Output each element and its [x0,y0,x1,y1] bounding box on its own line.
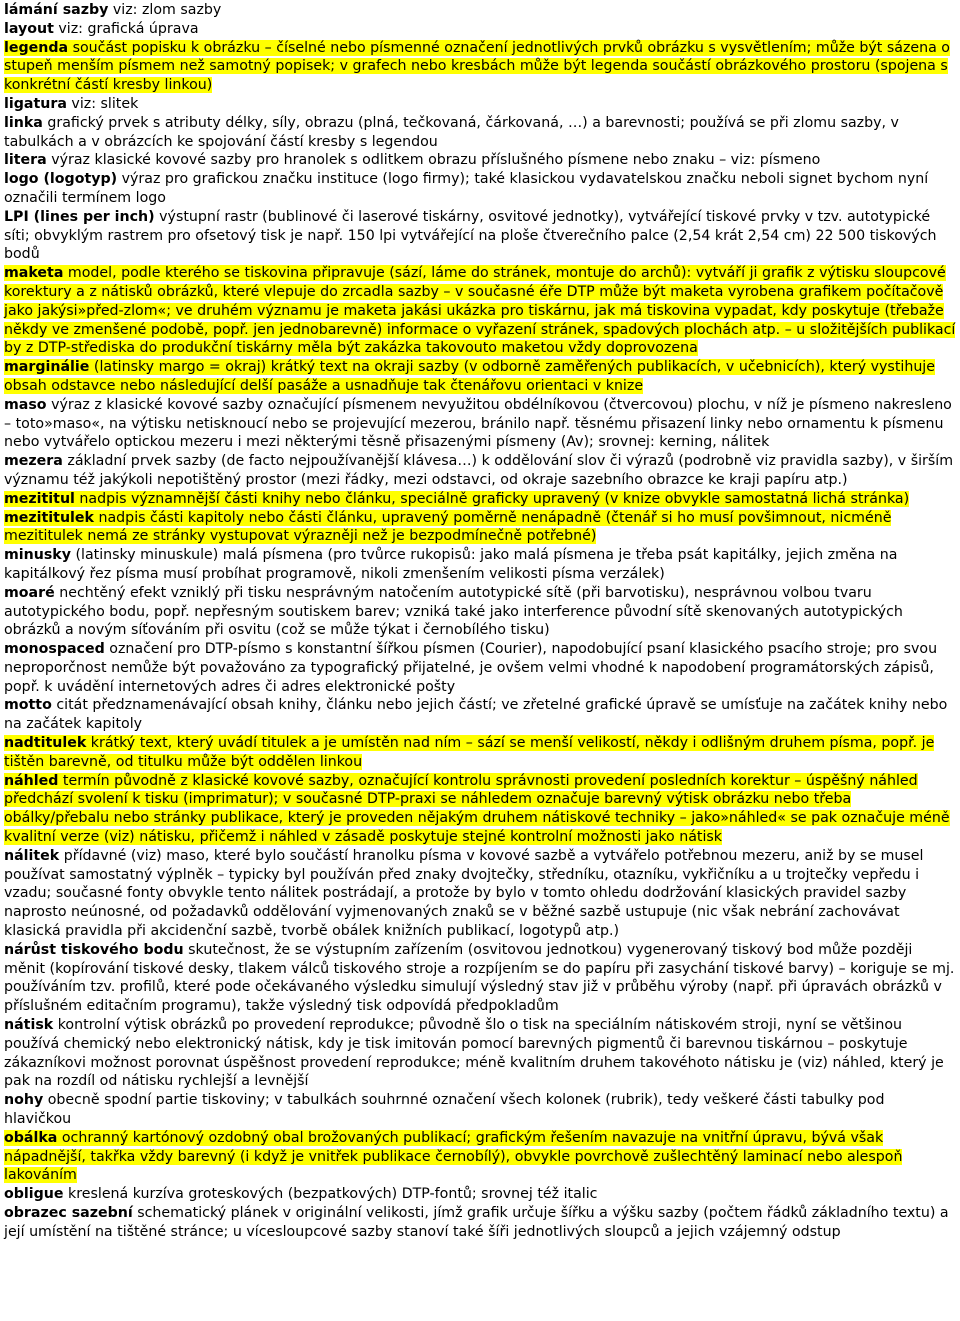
entry-text [4,1092,884,1127]
entry-definition: nechtěný efekt vzniklý při tisku nesprávným natočením autotypické sítě (při barvotisku), nesprávnou volbou tvaru autotypického bodu, popř. nepřesným soutiskem barev; vzniká také jako interference původní sítě skenovaných autotypických obrázků a novým síťováním při osvitu (což se může týkat i černobílého tisku) [4,584,903,639]
highlighted-text [4,735,934,770]
entry-definition: nadpis významnější části knihy nebo článku, speciálně graficky upravený (v knize obvykle samostatná lichá stránka) [74,490,910,507]
entry-term: lámání sazby [4,2,109,18]
entry-definition: viz: zlom sazby [108,2,222,18]
entry-text [4,942,954,1014]
entry-term: maso [4,396,47,413]
entry-term: mezera [4,453,63,470]
entry-term: minusky [4,547,71,564]
highlighted-text [4,510,891,545]
entry-term: motto [4,697,52,714]
entry-text [4,848,923,939]
highlighted-text [4,491,909,507]
entry-definition: výstupní rastr (bublinové či laserové tiskárny, osvitové jednotky), vytvářející tiskové prvky v tzv. autotypické síti; obvyklým rastrem pro ofsetový tisk je např. 150 lpi vytvářející na ploše čtverečního palce (2,54 krát 2,54 cm) 22 500 tiskových bodů [4,208,937,263]
entry-term: marginálie [4,359,90,376]
entry-definition: součást popisku k obrázku – číselné nebo písmenné označení jednotlivých prvků obrázku s vysvětlením; může být sázena o stupeň menším písmem než samotný popisek; v grafech nebo kresbách může být legenda součástí obrázkového prostoru (spojena s konkrétní částí kresby linkou) [4,39,950,94]
entry-definition: krátký text, který uvádí titulek a je umístěn nad ním – sází se menší velikostí, někdy i odlišným druhem písma, popř. je tištěn barevně, od titulku může být oddělen linkou [4,735,935,770]
glossary-entry [4,396,956,452]
glossary-entry [4,546,956,584]
glossary-entry [4,941,956,1016]
entry-term: nátisk [4,1017,54,1034]
entry-text [4,641,937,695]
entry-term: ligatura [4,95,67,112]
entry-text [4,547,897,582]
entry-definition: grafický prvek s atributy délky, síly, obrazu (plná, tečkovaná, čárkovaná, …) a barevnosti; používá se při zlomu sazby, v tabulkách a v obrázcích ke spojování částí kresby s legendou [4,114,899,150]
entry-definition: schematický plánek v originální velikosti, jímž grafik určuje šířku a výšku sazby (počtem řádků základního textu) a její umístění na tištěné stránce; u vícesloupcové sazby stanoví také šíři jednotlivých sloupců a jejich vzájemný odstup [4,1205,949,1240]
glossary-entry [4,1204,956,1242]
entry-definition: výraz z klasické kovové sazby označující písmenem nevyužitou obdélníkovou (čtvercovou) plochu, v níž je písmeno nakresleno – toto»maso«, na výtisku netisknoucí nebo se projevující mezerou, bránilo např. těsnému přisazení linky nebo ornamentu k písmenu nebo vytvářelo optickou mezeru i mezi některými těsně přisazenými písmeny (Av); srovnej: kerning, nálitek [4,396,952,451]
entry-text [4,1017,944,1089]
entry-term: nohy [4,1092,44,1109]
entry-definition: výraz klasické kovové sazby pro hranolek s odlitkem obrazu příslušného písmene nebo znaku – viz: písmeno [46,152,821,169]
glossary-entry [4,358,956,396]
glossary-entry [4,1,956,20]
glossary-entries [4,1,956,1242]
glossary-entry [4,170,956,208]
glossary-entry [4,509,956,547]
entry-text [4,1205,949,1240]
entry-term: nálitek [4,847,60,864]
entry-definition: model, podle kterého se tiskovina připravuje (sází, láme do stránek, montuje do archů): vytváří ji grafik z výtisku sloupcové korektury a z nátisků obrázků, které vlepuje do zrcadla sazby – v současné éře DTP může být maketa vyrobena grafikem počítačově jako jakýsi»před-zlom«; ve druhém významu je maketa jakási ukázka pro tiskárnu, jak má tiskovina vypadat, kdy poskytuje (třebaže někdy ve zmenšené podobě, popř. jen jednobarevně) informace o vyřazení stránek, spadových plochách atp. – u složitějších publikací by z DTP-střediska do produkční tiskárny měla být zakázka takovouto maketou vždy doprovozena [4,265,956,357]
entry-text [4,585,903,639]
glossary-entry [4,772,956,847]
entry-term: LPI (lines per inch) [4,208,155,225]
entry-definition: výraz pro grafickou značku instituce (logo firmy); také klasickou vydavatelskou značku neboli signet bychom nyní označili termínem logo [4,171,929,206]
entry-term: obligue [4,1186,64,1203]
entry-term: monospaced [4,641,105,658]
entry-definition: kreslená kurzíva groteskových (bezpatkových) DTP-fontů; srovnej též italic [63,1186,598,1203]
entry-term: nárůst tiskového bodu [4,941,184,958]
entry-definition: termín původně z klasické kovové sazby, označující kontrolu správnosti provedení posledních korektur – úspěšný náhled předchází svolení k tisku (imprimatur); v současné DTP-praxi se náhledem označuje barevný výtisk obrázku nebo třeba obálky/přebalu nebo stránky publikace, který je proveden nějakým druhem nátiskové techniky – jako»náhled« se pak označuje méně kvalitní verze (viz) nátisku, přičemž i náhled v zásadě poskytuje stejné kontrolní možnosti jako nátisk [4,772,950,846]
glossary-entry [4,640,956,696]
highlighted-text [4,359,935,394]
entry-definition: nadpis části kapitoly nebo části článku, upravený poměrně nenápadně (čtenář si ho musí povšimnout, nicméně mezititulek nemá ze stránky vystupovat výrazněji než je bezpodmínečně potřebné) [4,509,892,545]
entry-term: mezititulek [4,509,94,526]
entry-definition: skutečnost, že se výstupním zařízením (osvitovou jednotkou) vygenerovaný tiskový bod může později měnit (kopírování tiskové desky, tlakem válců tiskového stroje a rozpíjením se do papíru při zasychání tiskové barvy) – koriguje se mj. používáním tzv. profilů, které pode očekávaného výsledku simulují výsledný stav již v průběhu výroby (např. při úpravách obrázků v příslušném editačním programu), takže výsledný tisk odpovídá předpokladům [4,941,955,1015]
entry-definition: obecně spodní partie tiskoviny; v tabulkách souhrnné označení všech kolonek (rubrik), tedy veškeré části tabulky pod hlavičkou [4,1092,885,1128]
entry-definition: citát předznamenávající obsah knihy, článku nebo jejich částí; ve zřetelné grafické úpravě se umísťuje na začátek knihy nebo na začátek kapitoly [4,697,948,733]
entry-text [4,171,928,206]
entry-term: náhled [4,772,59,789]
entry-term: obrazec sazební [4,1205,133,1221]
glossary-entry [4,1185,956,1204]
entry-definition: základní prvek sazby (de facto nejpoužívanější klávesa…) k oddělování slov či výrazů (podrobně viz pravidla sazby), v širším významu též jakýkoli nepotištěný prostor (mezi řádky, mezi odstavci, od okraje sazebního obrazce ke kraji papíru atp.) [4,453,954,488]
entry-term: nadtitulek [4,735,87,752]
entry-definition: (latinsky margo = okraj) krátký text na okraji sazby (v odborně zaměřených publikacích, v učebnicích), který vystihuje obsah odstavce nebo následující delší pasáže a usnadňuje tak čtenářovu orientaci v knize [4,359,935,394]
entry-text [4,453,953,488]
entry-text [4,209,937,263]
entry-definition: (latinsky minuskule) malá písmena (pro tvůrce rukopisů: jako malá písmena je třeba psát kapitálky, jejich změna na kapitálkový řez písma musí probíhat programově, nikoli zmenšením velikosti písma verzálek) [4,547,898,582]
entry-definition: viz: slitek [66,95,139,112]
highlighted-text [4,40,950,94]
entry-term: obálka [4,1129,58,1146]
glossary-entry [4,452,956,490]
highlighted-text [4,265,955,356]
entry-term: linka [4,114,43,131]
glossary-entry [4,1091,956,1129]
entry-text [4,697,947,732]
glossary-entry [4,696,956,734]
glossary-entry [4,39,956,95]
glossary-entry [4,584,956,640]
entry-text [4,397,952,451]
entry-term: litera [4,152,47,169]
entry-text [4,152,820,168]
entry-term: maketa [4,265,64,282]
entry-definition: viz: grafická úprava [53,20,199,37]
glossary-entry [4,847,956,941]
entry-definition: kontrolní výtisk obrázků po provedení reprodukce; původně šlo o tisk na speciálním nátiskovém stroji, nyní se většinou používá chemický nebo elektronický nátisk, kdy je tisk imitován pomocí barevných pigmentů či barevnou tiskárnou – poskytuje zákazníkovi možnost porovnat úspěšnost provedení reprodukce; méně kvalitním druhem takovéhoto nátisku je (viz) náhled, který je pak na rozdíl od nátisku rychlejší a levnější [4,1017,944,1090]
highlighted-text [4,773,950,845]
entry-definition: označení pro DTP-písmo s konstantní šířkou písmen (Courier), napodobující psaní klasického psacího stroje; pro svou neproporčnost nemůže být považováno za typografický přijatelné, je ovšem velmi vhodné k napodobení programátorských zápisů, popř. k uvádění internetových adres či adres elektronické pošty [4,641,938,695]
entry-term: mezititul [4,490,75,507]
entry-term: logo (logotyp) [4,171,118,188]
entry-text [4,115,899,150]
glossary-entry [4,734,956,772]
glossary-entry [4,151,956,170]
glossary-entry [4,95,956,114]
glossary-entry [4,490,956,509]
entry-text [4,2,221,18]
entry-text [4,96,138,112]
entry-term: layout [4,20,54,37]
entry-text [4,21,199,37]
entry-definition: ochranný kartónový ozdobný obal brožovaných publikací; grafickým řešením navazuje na vnitřní úpravu, bývá však nápadnější, takřka vždy barevný (i když je vnitřek publikace černobílý), obvykle povrchově zušlechtěný laminací nebo alespoň lakováním [4,1129,903,1184]
glossary-entry [4,1129,956,1185]
entry-text [4,1186,597,1202]
entry-term: legenda [4,39,69,56]
glossary-entry [4,208,956,264]
glossary-entry [4,20,956,39]
glossary-entry [4,264,956,358]
glossary-entry [4,114,956,152]
entry-definition: přídavné (viz) maso, které bylo součástí hranolku písma v kovové sazbě a vytvářelo potřebnou mezeru, aniž by se musel používat samostatný výplněk – typicky byl používán před znaky dvojtečky, středníku, otazníku, vykřičníku a u trojtečky vepředu i vzadu; současné fonty obvykle tento nálitek postrádají, a protože by bylo v tomto ohledu dodržování klasických pravidel sazby naprosto neúnosné, od požadavků oddělování vyjmenovaných znaků se v běžné sazbě ustupuje (nic však nebrání zachovávat klasická pravidla při akcidenční sazbě, tvorbě obálek knižních publikací, logotypů atp.) [4,847,924,940]
highlighted-text [4,1130,902,1184]
glossary-entry [4,1016,956,1091]
entry-term: moaré [4,584,55,601]
